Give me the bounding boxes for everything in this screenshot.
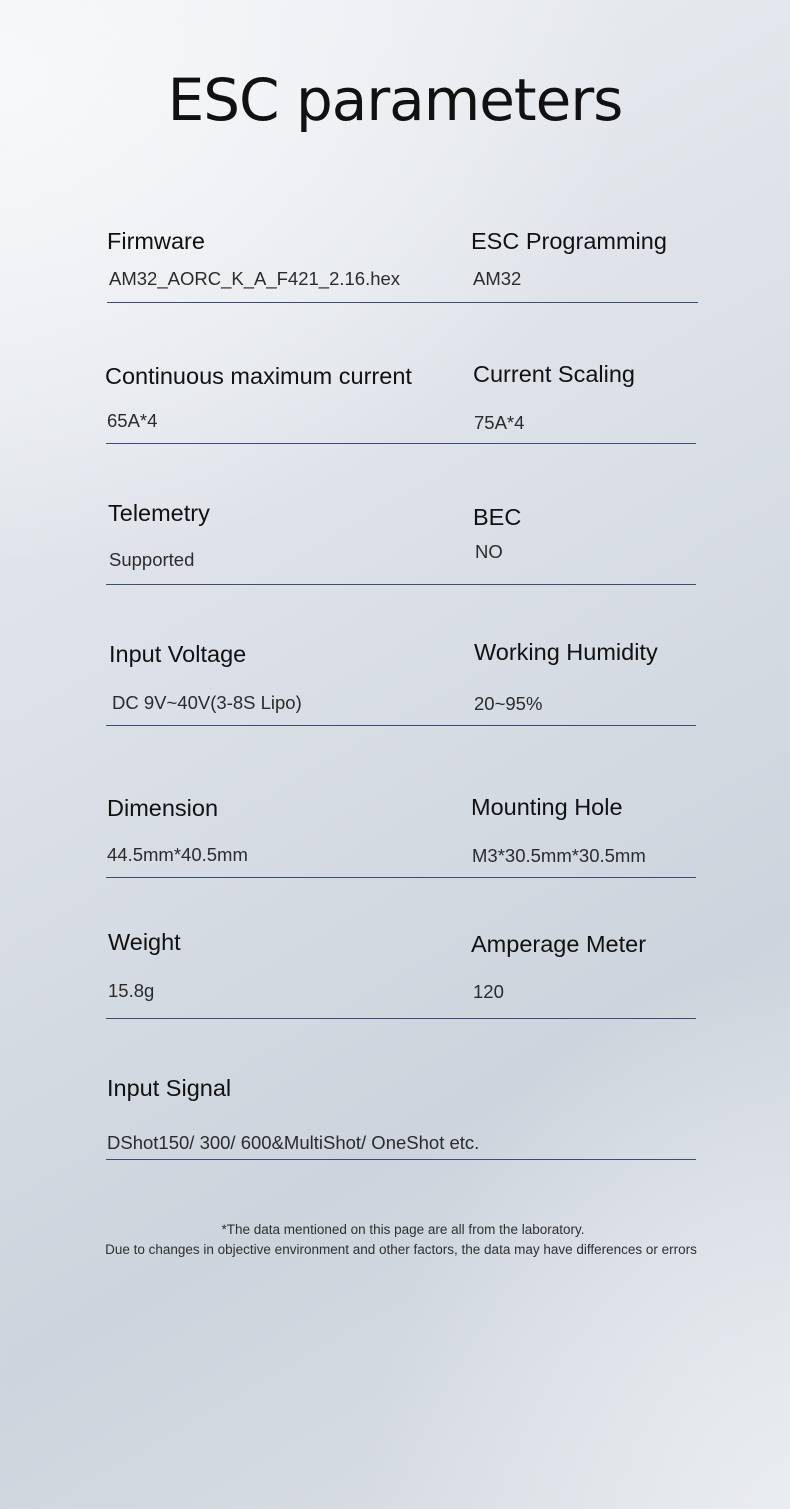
dimension-label: Dimension	[107, 795, 219, 821]
divider	[106, 877, 696, 878]
telemetry-label: Telemetry	[108, 500, 210, 526]
working-humidity-label: Working Humidity	[474, 639, 658, 665]
divider	[106, 1159, 696, 1160]
mounting-hole-value: M3*30.5mm*30.5mm	[472, 845, 646, 866]
current-scaling-value: 75A*4	[474, 412, 525, 433]
divider	[107, 302, 698, 303]
input-voltage-label: Input Voltage	[109, 641, 247, 667]
footnote-line-2: Due to changes in objective environment and other factors, the data may have differences or errors	[105, 1242, 697, 1257]
amperage-meter-value: 120	[473, 981, 504, 1002]
divider	[106, 443, 696, 444]
page-title: ESC parameters	[167, 66, 623, 134]
divider	[106, 1018, 696, 1019]
continuous-current-label: Continuous maximum current	[105, 363, 412, 389]
input-signal-value: DShot150/ 300/ 600&MultiShot/ OneShot etc.	[107, 1132, 480, 1153]
firmware-label: Firmware	[107, 228, 205, 254]
mounting-hole-label: Mounting Hole	[471, 794, 623, 820]
weight-value: 15.8g	[108, 980, 155, 1001]
footnote-line-1: *The data mentioned on this page are all from the laboratory.	[221, 1222, 585, 1237]
dimension-value: 44.5mm*40.5mm	[107, 844, 248, 865]
weight-label: Weight	[108, 929, 181, 955]
bec-value: NO	[475, 541, 503, 562]
input-signal-label: Input Signal	[107, 1075, 232, 1101]
divider	[106, 584, 696, 585]
continuous-current-value: 65A*4	[107, 410, 158, 431]
working-humidity-value: 20~95%	[474, 693, 543, 714]
telemetry-value: Supported	[109, 549, 195, 570]
firmware-value: AM32_AORC_K_A_F421_2.16.hex	[109, 268, 401, 289]
current-scaling-label: Current Scaling	[473, 361, 635, 387]
esc-programming-value: AM32	[473, 268, 522, 289]
esc-programming-label: ESC Programming	[471, 228, 667, 254]
divider	[106, 725, 696, 726]
bec-label: BEC	[473, 504, 522, 530]
amperage-meter-label: Amperage Meter	[471, 931, 647, 957]
input-voltage-value: DC 9V~40V(3-8S Lipo)	[112, 692, 302, 713]
